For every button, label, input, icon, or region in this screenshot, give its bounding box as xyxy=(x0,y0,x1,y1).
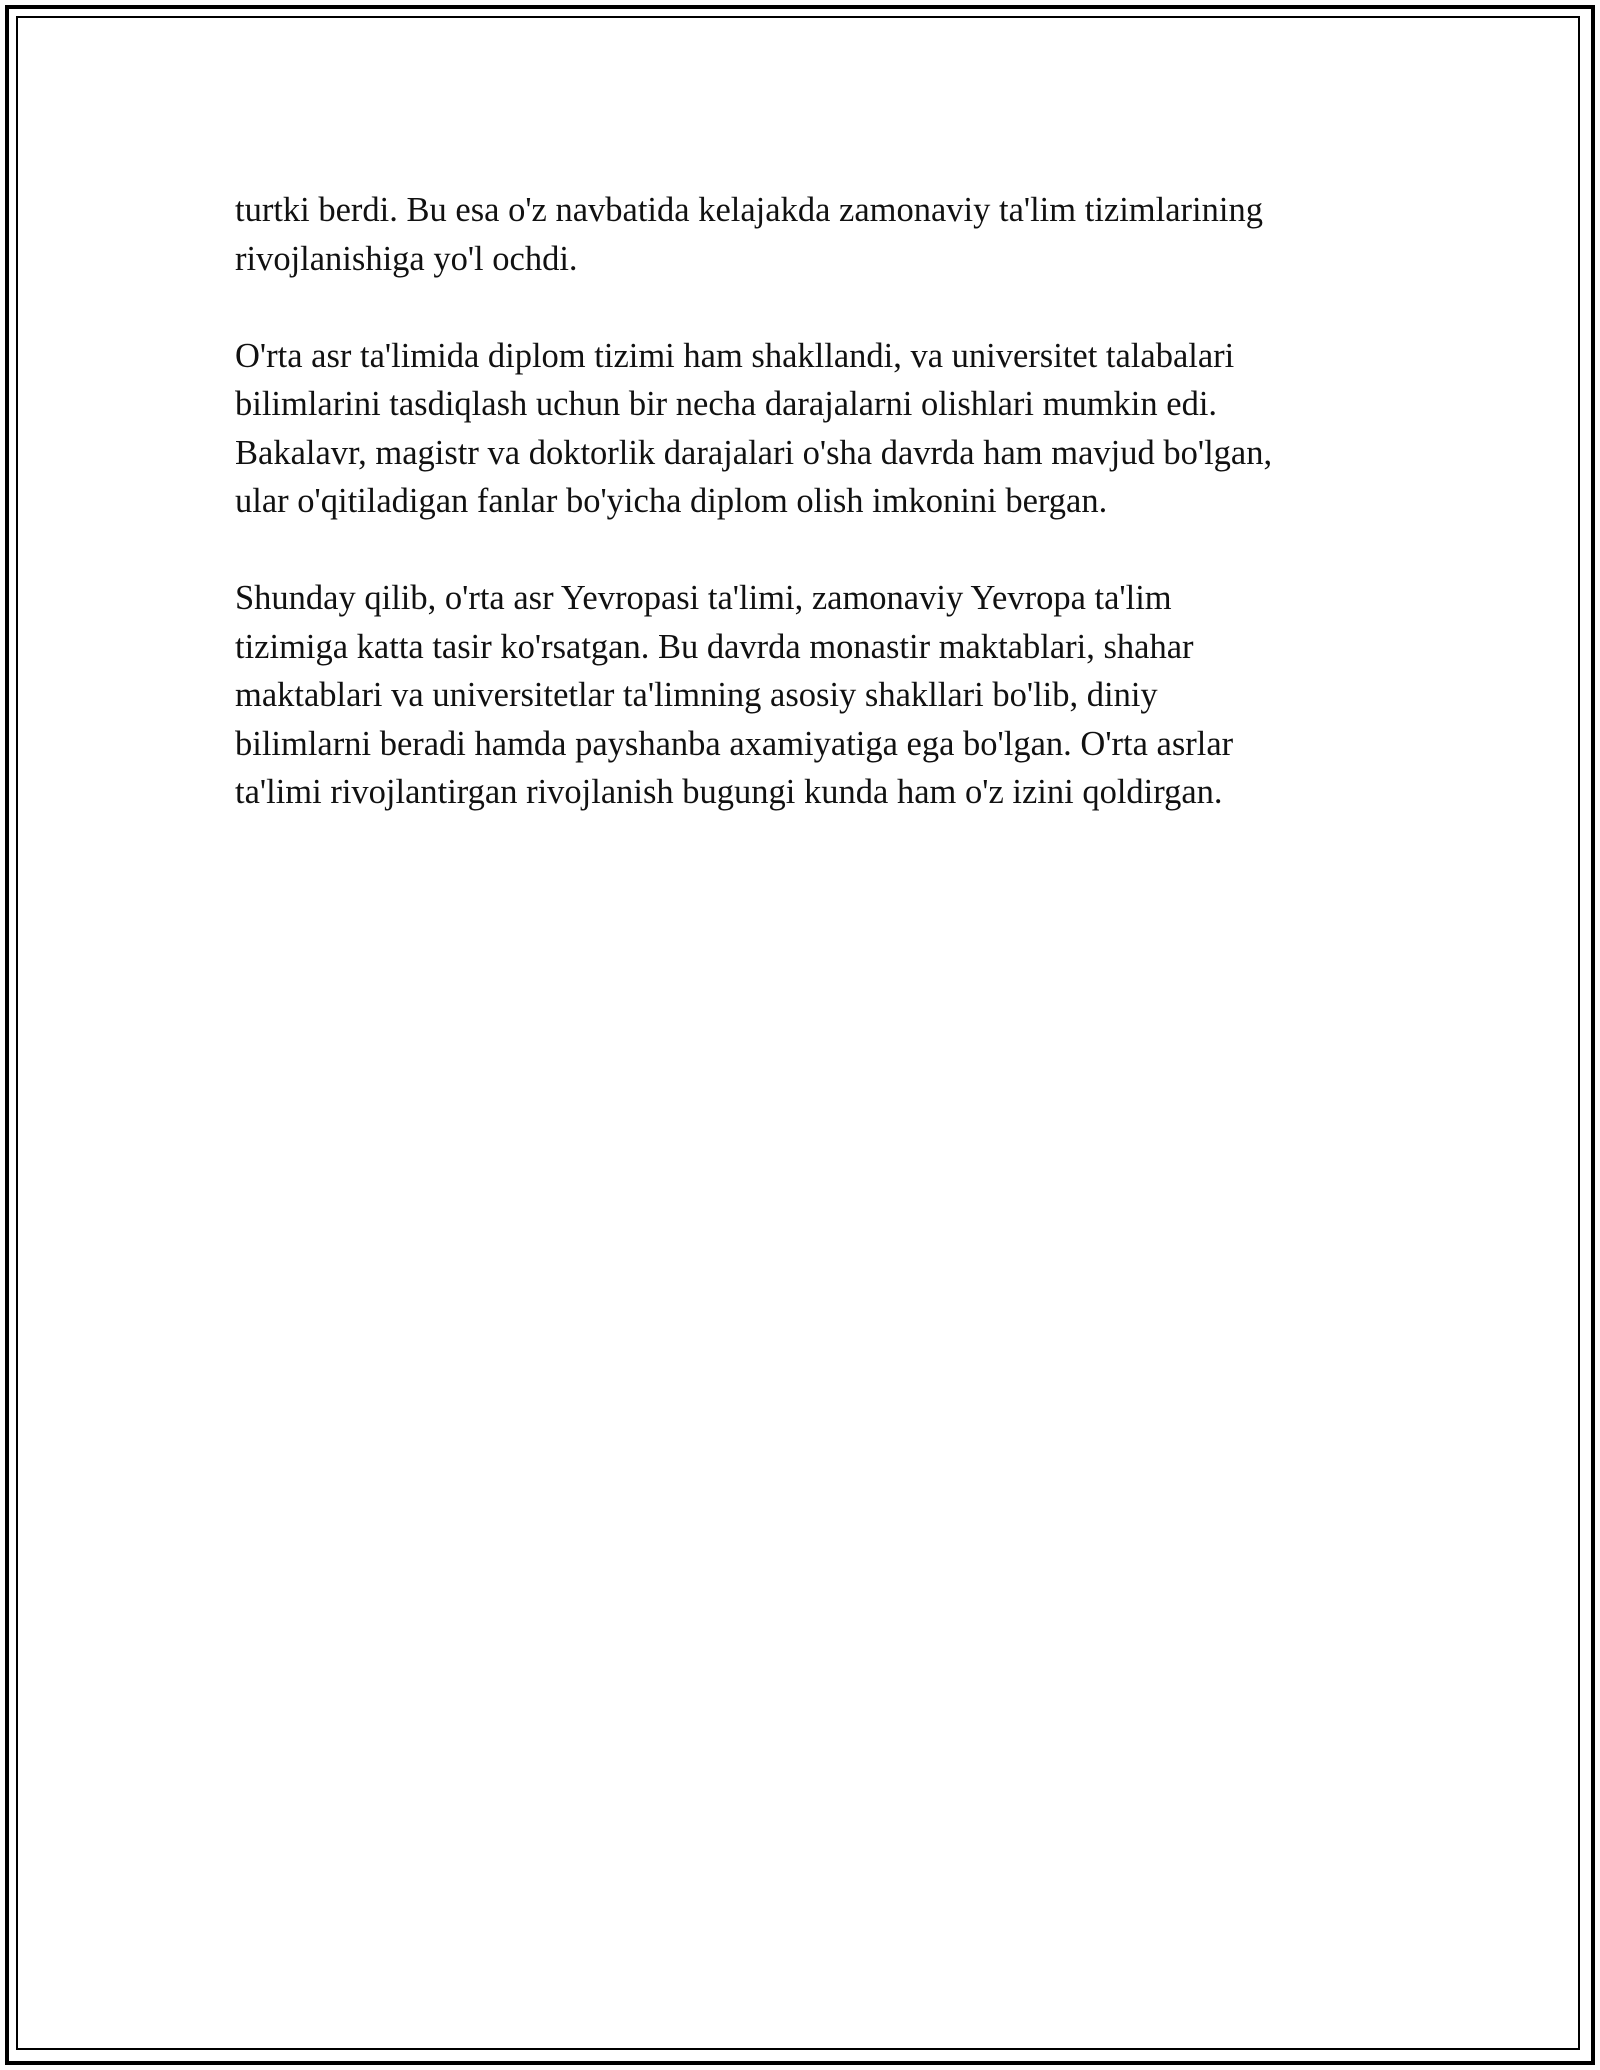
paragraph xyxy=(235,186,1370,283)
text-line: rivojlanishiga yo'l ochdi. xyxy=(235,239,578,278)
text-line: tizimiga katta tasir ko'rsatgan. Bu davrda monastir maktablari, shahar xyxy=(235,627,1194,666)
text-line: ular o'qitiladigan fanlar bo'yicha diplom olish imkonini bergan. xyxy=(235,482,1108,520)
paragraph xyxy=(235,332,1370,526)
text-line: Bakalavr, magistr va doktorlik darajalari o'sha davrda ham mavjud bo'lgan, xyxy=(235,433,1273,472)
paragraph xyxy=(235,574,1370,817)
text-line: ta'limi rivojlantirgan rivojlanish bugungi kunda ham o'z izini qoldirgan. xyxy=(235,773,1223,811)
document-body xyxy=(235,186,1370,865)
text-line: maktablari va universitetlar ta'limning asosiy shakllari bo'lib, diniy xyxy=(235,676,1158,714)
text-line: bilimlarini tasdiqlash uchun bir necha darajalarni olishlari mumkin edi. xyxy=(235,385,1218,423)
text-line: turtki berdi. Bu esa o'z navbatida kelajakda zamonaviy ta'lim tizimlarining xyxy=(235,191,1263,229)
text-line: Shunday qilib, o'rta asr Yevropasi ta'limi, zamonaviy Yevropa ta'lim xyxy=(235,579,1172,617)
text-line: O'rta asr ta'limida diplom tizimi ham shakllandi, va universitet talabalari xyxy=(235,336,1235,375)
text-line: bilimlarni beradi hamda payshanba axamiyatiga ega bo'lgan. O'rta asrlar xyxy=(235,724,1234,763)
